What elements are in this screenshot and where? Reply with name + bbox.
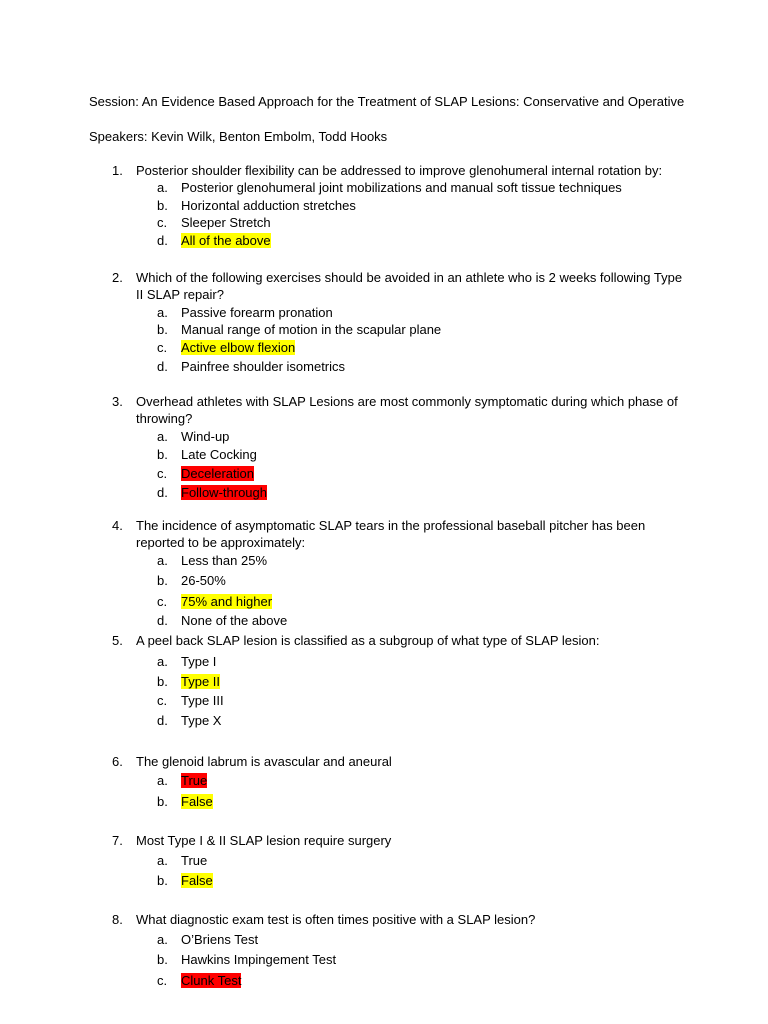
- question-number: 4.: [112, 518, 123, 533]
- option-row: [181, 873, 213, 889]
- option-letter: d.: [157, 359, 168, 374]
- answer-option: True: [181, 853, 208, 868]
- answer-option: Hawkins Impingement Test: [181, 952, 337, 967]
- answer-option: 26-50%: [181, 573, 226, 588]
- answer-option: None of the above: [181, 613, 288, 628]
- option-letter: b.: [157, 674, 168, 689]
- answer-option: O’Briens Test: [181, 932, 259, 947]
- option-letter: c.: [157, 215, 168, 230]
- highlighted-answer-option: False: [181, 873, 213, 888]
- option-letter: a.: [157, 553, 168, 568]
- option-letter: a.: [157, 773, 168, 788]
- option-letter: d.: [157, 713, 168, 728]
- answer-option: Type I: [181, 654, 217, 669]
- option-letter: c.: [157, 973, 168, 988]
- question-number: 2.: [112, 270, 123, 285]
- option-letter: a.: [157, 305, 168, 320]
- question-text: The glenoid labrum is avascular and aneural: [136, 754, 392, 769]
- option-letter: b.: [157, 198, 168, 213]
- option-letter: d.: [157, 613, 168, 628]
- option-row: [181, 952, 336, 968]
- question-number: 6.: [112, 754, 123, 769]
- highlighted-answer-option: All of the above: [181, 233, 271, 248]
- option-letter: c.: [157, 466, 168, 481]
- answer-option: Painfree shoulder isometrics: [181, 359, 346, 374]
- highlighted-answer-option: False: [181, 794, 213, 809]
- option-letter: b.: [157, 447, 168, 462]
- option-letter: c.: [157, 340, 168, 355]
- question-text: Which of the following exercises should be avoided in an athlete who is 2 weeks following Type: [136, 270, 683, 285]
- option-row: [181, 466, 254, 482]
- highlighted-answer-option: True: [181, 773, 208, 788]
- option-row: [181, 613, 287, 629]
- answer-option: Manual range of motion in the scapular plane: [181, 322, 442, 337]
- option-row: [181, 674, 220, 690]
- option-row: [181, 429, 229, 445]
- highlighted-answer-option: Active elbow flexion: [181, 340, 296, 355]
- answer-option: Passive forearm pronation: [181, 305, 333, 320]
- option-letter: d.: [157, 485, 168, 500]
- answer-option: Type III: [181, 693, 224, 708]
- option-row: [181, 794, 213, 810]
- option-letter: a.: [157, 853, 168, 868]
- question-text: Overhead athletes with SLAP Lesions are most commonly symptomatic during which phase of: [136, 394, 678, 409]
- option-row: [181, 322, 441, 338]
- highlighted-answer-option: 75% and higher: [181, 594, 273, 609]
- answer-option: Horizontal adduction stretches: [181, 198, 356, 213]
- answer-option: Wind-up: [181, 429, 230, 444]
- question-text: throwing?: [136, 411, 193, 426]
- option-row: [181, 215, 271, 231]
- option-row: [181, 553, 267, 569]
- option-row: [181, 198, 356, 214]
- question-text: A peel back SLAP lesion is classified as a subgroup of what type of SLAP lesion:: [136, 633, 600, 648]
- option-row: [181, 305, 333, 321]
- option-row: [181, 359, 345, 375]
- option-letter: b.: [157, 322, 168, 337]
- option-row: [181, 340, 295, 356]
- option-letter: c.: [157, 693, 168, 708]
- option-letter: c.: [157, 594, 168, 609]
- question-text: What diagnostic exam test is often times positive with a SLAP lesion?: [136, 912, 536, 927]
- highlighted-answer-option: Deceleration: [181, 466, 254, 481]
- option-row: [181, 932, 258, 948]
- question-text: Most Type I & II SLAP lesion require surgery: [136, 833, 392, 848]
- option-letter: b.: [157, 952, 168, 967]
- option-letter: b.: [157, 873, 168, 888]
- option-row: [181, 447, 257, 463]
- option-row: [181, 693, 224, 709]
- session-title: Session: An Evidence Based Approach for the Treatment of SLAP Lesions: Conservative and Operative: [89, 94, 685, 109]
- option-letter: a.: [157, 932, 168, 947]
- option-letter: a.: [157, 654, 168, 669]
- question-text: The incidence of asymptomatic SLAP tears in the professional baseball pitcher has been: [136, 518, 646, 533]
- option-row: [181, 180, 622, 196]
- answer-option: Late Cocking: [181, 447, 257, 462]
- option-row: [181, 573, 226, 589]
- option-row: [181, 233, 271, 249]
- question-number: 3.: [112, 394, 123, 409]
- option-row: [181, 485, 267, 501]
- option-row: [181, 654, 216, 670]
- option-row: [181, 773, 207, 789]
- answer-option: Type X: [181, 713, 222, 728]
- option-letter: a.: [157, 429, 168, 444]
- question-number: 5.: [112, 633, 123, 648]
- option-letter: b.: [157, 794, 168, 809]
- highlighted-answer-option: Follow-through: [181, 485, 267, 500]
- option-row: [181, 853, 207, 869]
- question-number: 1.: [112, 163, 123, 178]
- question-number: 8.: [112, 912, 123, 927]
- option-letter: d.: [157, 233, 168, 248]
- option-letter: a.: [157, 180, 168, 195]
- answer-option: Sleeper Stretch: [181, 215, 271, 230]
- question-text: reported to be approximately:: [136, 535, 306, 550]
- option-row: [181, 713, 221, 729]
- question-text: Posterior shoulder flexibility can be addressed to improve glenohumeral internal rotation by:: [136, 163, 663, 178]
- answer-option: Posterior glenohumeral joint mobilizations and manual soft tissue techniques: [181, 180, 622, 195]
- option-row: [181, 973, 241, 989]
- question-number: 7.: [112, 833, 123, 848]
- option-letter: b.: [157, 573, 168, 588]
- question-text: II SLAP repair?: [136, 287, 224, 302]
- highlighted-answer-option: Type II: [181, 674, 221, 689]
- speakers-line: Speakers: Kevin Wilk, Benton Embolm, Todd Hooks: [89, 129, 388, 144]
- option-row: [181, 594, 272, 610]
- highlighted-answer-option: Clunk Test: [181, 973, 242, 988]
- answer-option: Less than 25%: [181, 553, 268, 568]
